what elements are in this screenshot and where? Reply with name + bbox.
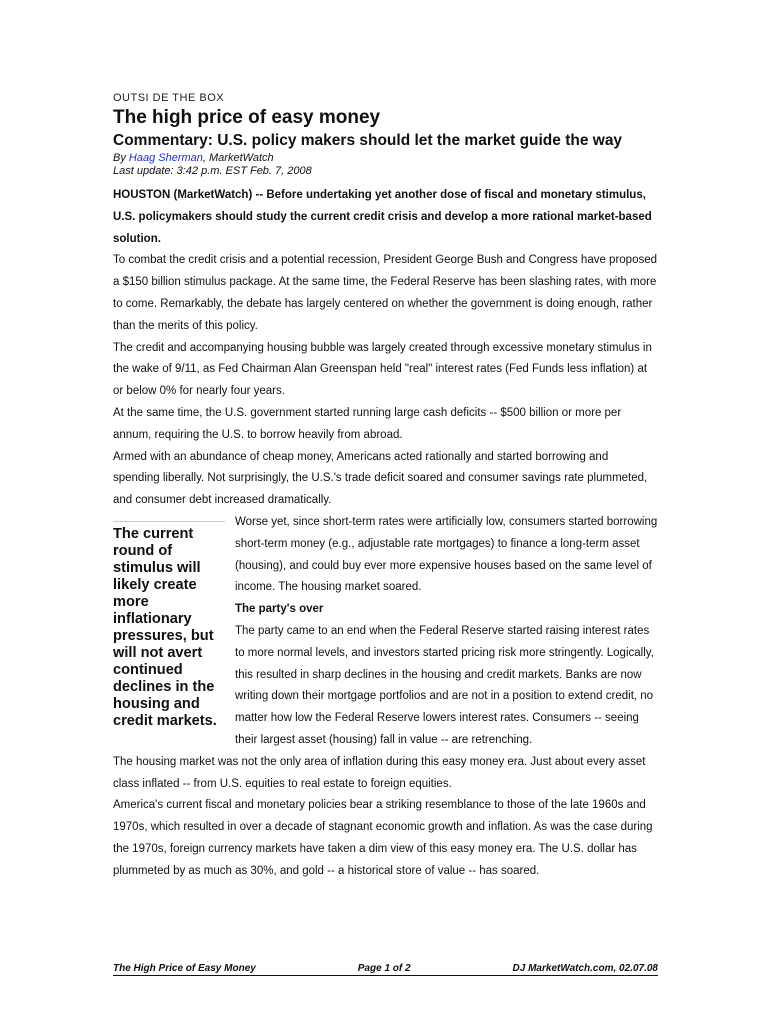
body-paragraph: The party came to an end when the Federal Reserve started raising interest rates to more normal levels, and investors started pricing risk more stringently. Logically, this resulted in sharp declines in the housing and credit markets. Banks are now writing down their mortgage portfolios and are not in a position to extend credit, no matter how low the Federal Reserve lowers interest rates. Consumers -- seeing their largest asset (housing) fall in value -- are retrenching. — [235, 624, 654, 746]
body-paragraph: The credit and accompanying housing bubble was largely created through excessive monetary stimulus in the wake of 9/11, as Fed Chairman Alan Greenspan held "real" interest rates (Fed Funds less inflation) at or below 0% for nearly four years. — [113, 341, 652, 398]
section-heading: The party's over — [235, 603, 324, 616]
pull-quote: The current round of stimulus will likely create more inflationary pressures, but will not avert continued declines in the housing and credit markets. — [113, 521, 225, 730]
footer-title: The High Price of Easy Money — [113, 963, 256, 974]
footer-source: DJ MarketWatch.com, 02.07.08 — [512, 963, 658, 974]
subheadline: Commentary: U.S. policy makers should let the market guide the way — [113, 132, 623, 149]
body-paragraph: America's current fiscal and monetary policies bear a striking resemblance to those of the late 1960s and 1970s, which resulted in over a decade of stagnant economic growth and inflation. As was the case during the 1970s, foreign currency markets have taken a dim view of this easy money era. The U.S. dollar has plummeted by as much as 30%, and gold -- a historical store of value -- has soared. — [113, 799, 653, 877]
body-paragraph: Worse yet, since short-term rates were artificially low, consumers started borrowing short-term money (e.g., adjustable rate mortgages) to finance a long-term asset (housing), and could buy ever more expensive houses based on the same level of income. The housing market soared. — [235, 515, 658, 594]
body-paragraph: The housing market was not the only area of inflation during this easy money era. Just about every asset class inflated -- from U.S. equities to real estate to foreign equities. — [113, 755, 646, 790]
body-paragraph: At the same time, the U.S. government started running large cash deficits -- $500 billion or more per annum, requiring the U.S. to borrow heavily from abroad. — [113, 406, 622, 441]
lede-paragraph: HOUSTON (MarketWatch) -- Before undertaking yet another dose of fiscal and monetary stimulus, U.S. policymakers should study the current credit crisis and develop a more rational market-based solution. — [113, 189, 652, 245]
author-link[interactable]: Haag Sherman — [128, 152, 203, 164]
pullquote-section — [113, 512, 658, 752]
last-update: Last update: 3:42 p.m. EST Feb. 7, 2008 — [113, 165, 312, 177]
page-number: Page 1 of 2 — [357, 963, 411, 974]
page-footer — [113, 963, 658, 976]
section-kicker: OUTSI DE THE BOX — [113, 92, 225, 104]
byline-suffix: , MarketWatch — [202, 152, 274, 164]
body-paragraph: Armed with an abundance of cheap money, Americans acted rationally and started borrowing and spending liberally. Not surprisingly, the U.S.'s trade deficit soared and consumer savings rate plummeted, and consumer debt increased dramatically. — [113, 450, 648, 507]
byline-prefix: By — [113, 152, 129, 164]
article — [113, 92, 658, 883]
byline — [113, 152, 658, 165]
headline: The high price of easy money — [113, 107, 381, 128]
body-paragraph: To combat the credit crisis and a potential recession, President George Bush and Congress have proposed a $150 billion stimulus package. At the same time, the Federal Reserve has been slashing rates, with more to come. Remarkably, the debate has largely centered on whether the government is doing enough, rather than the merits of this policy. — [113, 254, 658, 332]
